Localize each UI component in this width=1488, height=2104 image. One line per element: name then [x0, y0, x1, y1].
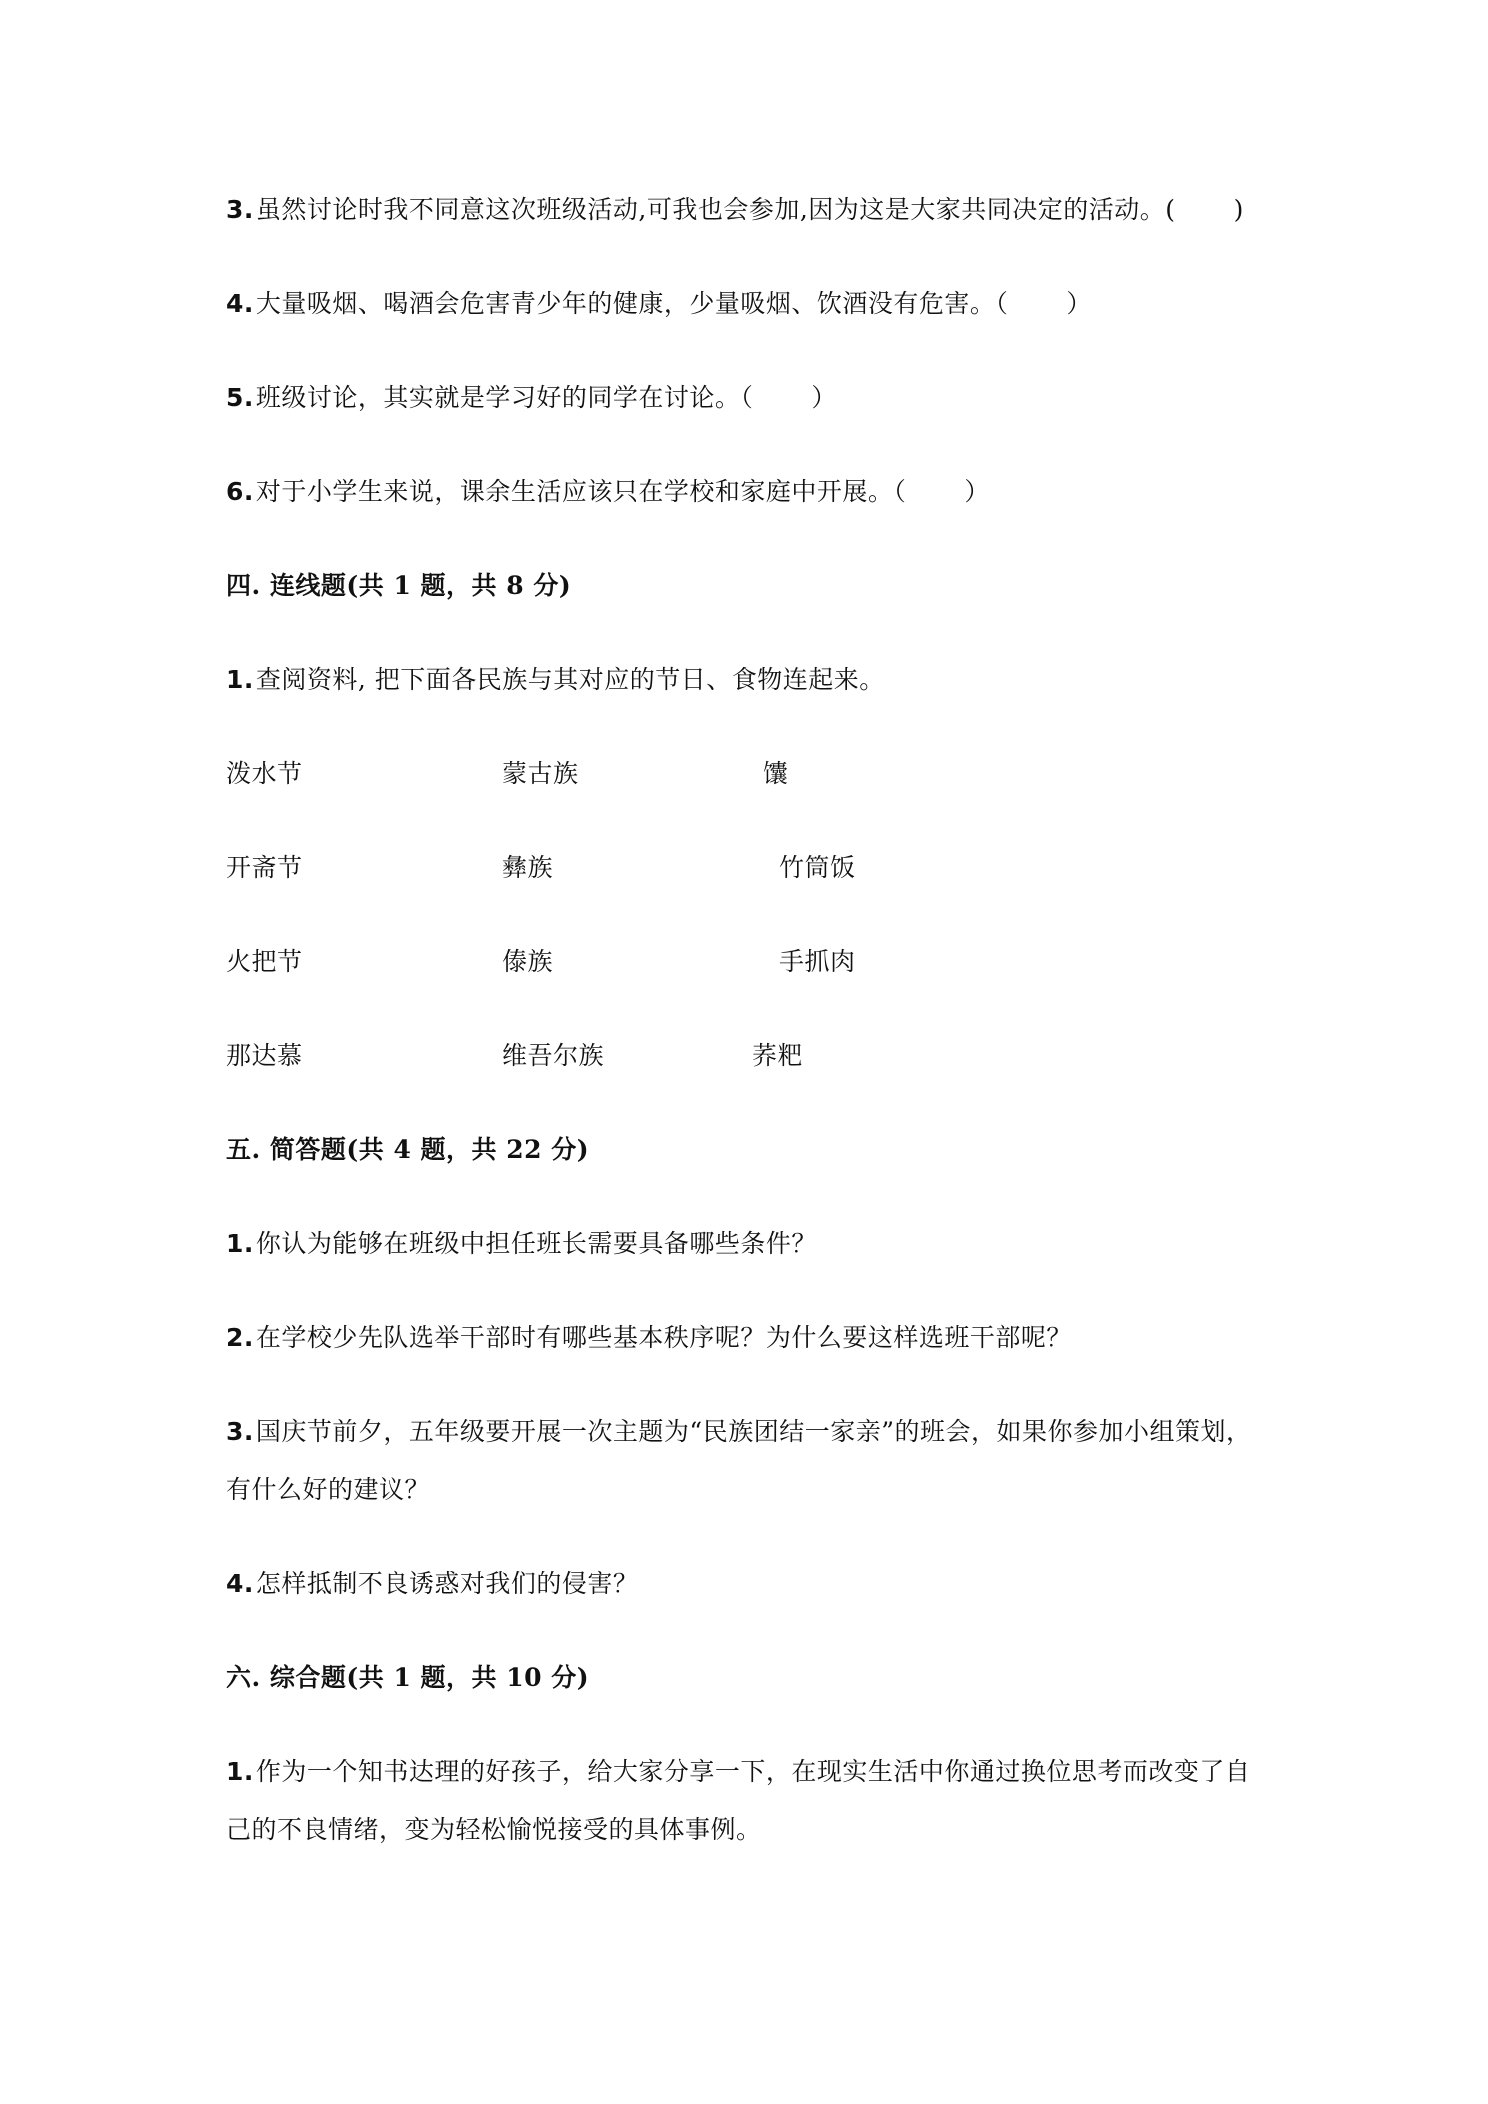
judgment-item-3: 3.虽然讨论时我不同意这次班级活动,可我也会参加,因为这是大家共同决定的活动。( )	[226, 195, 1244, 224]
section6-question-1-continued: 己的不良情绪，变为轻松愉悦接受的具体事例。	[226, 1815, 762, 1844]
food-item: 手抓肉	[779, 947, 856, 976]
judgment-item-6: 6.对于小学生来说，课余生活应该只在学校和家庭中开展。（ ）	[226, 477, 990, 506]
festival-item: 那达慕	[226, 1041, 303, 1070]
food-item: 馕	[763, 759, 789, 788]
section5-heading: 五. 简答题(共 4 题，共 22 分)	[226, 1135, 590, 1164]
section4-question-1: 1.查阅资料, 把下面各民族与其对应的节日、食物连起来。	[226, 665, 885, 694]
festival-item: 泼水节	[226, 759, 303, 788]
festival-item: 火把节	[226, 947, 303, 976]
section5-question-1: 1.你认为能够在班级中担任班长需要具备哪些条件？	[226, 1229, 817, 1258]
festival-item: 开斋节	[226, 853, 303, 882]
food-item: 荞粑	[752, 1041, 804, 1070]
judgment-item-5: 5.班级讨论，其实就是学习好的同学在讨论。（ ）	[226, 383, 837, 412]
section4-heading: 四. 连线题(共 1 题，共 8 分)	[226, 571, 572, 600]
ethnic-group-item: 彝族	[502, 853, 554, 882]
food-item: 竹筒饭	[779, 853, 856, 882]
ethnic-group-item: 蒙古族	[502, 759, 579, 788]
ethnic-group-item: 傣族	[502, 947, 554, 976]
section5-question-2: 2.在学校少先队选举干部时有哪些基本秩序呢？为什么要这样选班干部呢？	[226, 1323, 1072, 1352]
judgment-item-4: 4.大量吸烟、喝酒会危害青少年的健康，少量吸烟、饮酒没有危害。（ ）	[226, 289, 1092, 318]
section6-heading: 六. 综合题(共 1 题，共 10 分)	[226, 1663, 590, 1692]
section6-question-1: 1.作为一个知书达理的好孩子，给大家分享一下，在现实生活中你通过换位思考而改变了自	[226, 1757, 1251, 1786]
section5-question-3-continued: 有什么好的建议？	[226, 1475, 431, 1504]
section5-question-4: 4.怎样抵制不良诱惑对我们的侵害？	[226, 1569, 639, 1598]
ethnic-group-item: 维吾尔族	[502, 1041, 605, 1070]
section5-question-3: 3.国庆节前夕，五年级要开展一次主题为“民族团结一家亲”的班会，如果你参加小组策划，	[226, 1417, 1252, 1446]
